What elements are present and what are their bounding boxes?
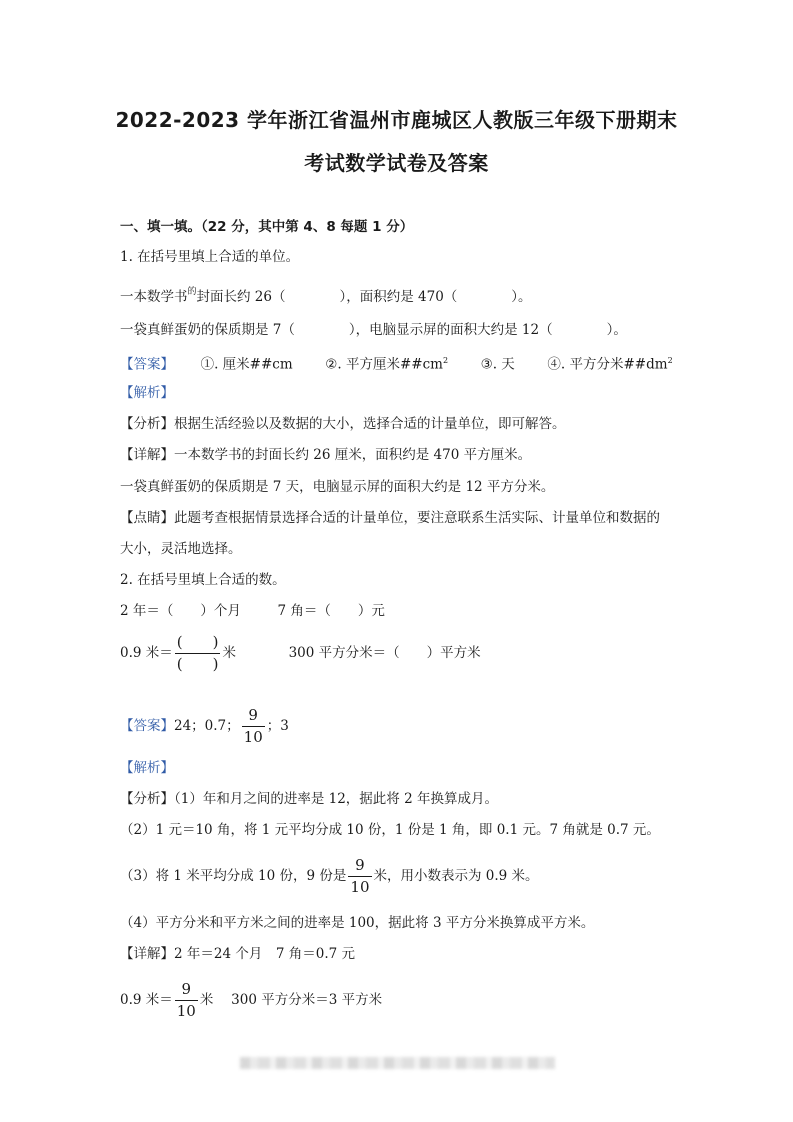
blank-fraction-denominator: ( ) [176, 655, 219, 673]
answer-1: ①. 厘米##cm [200, 356, 293, 373]
answer-fraction [242, 707, 265, 746]
q2-answer-part-b: ；3 [266, 718, 289, 734]
q2-answer-part-a: 24；0.7； [174, 718, 240, 734]
q1-xiangjie-line-2: 一袋真鲜蛋奶的保质期是 7 天，电脑显示屏的面积大约是 12 平方分米。 [120, 479, 555, 495]
q1-analysis-label: 【解析】 [120, 385, 174, 401]
question-2-line-2 [120, 634, 481, 673]
q1-line1-part-a: 一本数学书 [120, 289, 188, 305]
q2-fenxi-1-text: （1）年和月之间的进率是 12，据此将 2 年换算成月。 [174, 791, 498, 807]
q1-fenxi-label: 【分析】 [120, 416, 174, 432]
q2-fenxi-1 [120, 789, 498, 809]
q2-line2-part-a: 0.9 米＝ [120, 645, 173, 661]
question-1-line-2: 一袋真鲜蛋奶的保质期是 7（ ），电脑显示屏的面积大约是 12（ ）。 [120, 322, 627, 338]
q1-fenxi-text: 根据生活经验以及数据的大小，选择合适的计量单位，即可解答。 [174, 416, 566, 432]
q1-xiangjie-text: 一本数学书的封面长约 26 厘米，面积约是 470 平方厘米。 [174, 447, 532, 463]
q2-fenxi-3-part-a: （3）将 1 米平均分成 10 份，9 份是 [120, 868, 347, 884]
q2-xiangjie-2-part-a: 0.9 米＝ [120, 992, 173, 1008]
blank-fraction-numerator: ( ) [176, 633, 219, 651]
document-title-line-2: 考试数学试卷及答案 [304, 151, 489, 175]
fraction-bar [348, 876, 371, 877]
fraction-bar [242, 726, 265, 727]
q2-fenxi-2: （2）1 元＝10 角，将 1 元平均分成 10 份，1 份是 1 角，即 0.1 元。7 角就是 0.7 元。 [120, 822, 660, 838]
q1-dianjing-label: 【点睛】 [120, 510, 174, 526]
question-1-answer [120, 351, 673, 375]
blank-fraction [175, 634, 221, 673]
question-2-answer [120, 707, 289, 746]
q2-xiangjie-2 [120, 981, 382, 1020]
question-2-line-1 [120, 601, 385, 621]
question-1-stem: 1. 在括号里填上合适的单位。 [120, 249, 300, 265]
fenxi-fraction [348, 857, 371, 896]
fraction-bar [175, 1000, 198, 1001]
xiangjie-fraction-numerator: 9 [181, 980, 192, 998]
answer-4: ④. 平方分米##dm [547, 356, 668, 373]
xiangjie-fraction-denominator: 10 [176, 1002, 196, 1020]
section-heading: 一、填一填。（22 分，其中第 4、8 每题 1 分） [120, 219, 414, 235]
answer-label: 【答案】 [120, 356, 174, 373]
q1-fenxi [120, 414, 566, 434]
answer-fraction-numerator: 9 [248, 706, 258, 724]
document-title-line-1: 2022-2023 学年浙江省温州市鹿城区人教版三年级下册期末 [115, 108, 678, 132]
q1-dianjing-line-2: 大小，灵活地选择。 [120, 541, 242, 557]
fenxi-fraction-numerator: 9 [355, 856, 365, 874]
fenxi-fraction-denominator: 10 [350, 878, 370, 896]
q1-dianjing [120, 508, 660, 528]
q2-xiangjie-1-text: 2 年＝24 个月 7 角＝0.7 元 [174, 946, 355, 962]
q2-xiangjie-2-part-b: 米 300 平方分米＝3 平方米 [199, 992, 383, 1008]
q1-line1-part-b: 封面长约 26（ ），面积约是 470（ ）。 [196, 289, 532, 305]
q1-xiangjie-label: 【详解】 [120, 447, 174, 463]
answer-3: ③. 天 [480, 356, 515, 373]
q2-xiangjie-label: 【详解】 [120, 946, 174, 962]
blurred-footer-watermark [240, 1057, 555, 1069]
answer-2-superscript: 2 [442, 356, 449, 365]
q2-analysis-label: 【解析】 [120, 760, 174, 776]
q2-fenxi-label: 【分析】 [120, 791, 174, 807]
q2-answer-label: 【答案】 [120, 718, 174, 734]
q2-line2-part-c: 300 平方分米＝（ ）平方米 [288, 645, 481, 661]
question-1-line-1 [120, 287, 532, 309]
q1-dianjing-text: 此题考查根据情景选择合适的计量单位，要注意联系生活实际、计量单位和数据的 [174, 510, 660, 526]
q2-fenxi-3 [120, 857, 539, 896]
q2-line1-part-b: 7 角＝（ ）元 [277, 603, 385, 619]
q2-line2-part-b: 米 [222, 645, 236, 661]
fraction-bar [175, 653, 221, 654]
q1-line1-superscript: 的 [187, 287, 197, 297]
q1-xiangjie [120, 445, 531, 465]
answer-2: ②. 平方厘米##cm [325, 356, 443, 373]
q2-fenxi-4: （4）平方分米和平方米之间的进率是 100，据此将 3 平方分米换算成平方米。 [120, 915, 595, 931]
q2-line1-part-a: 2 年＝（ ）个月 [120, 603, 241, 619]
answer-fraction-denominator: 10 [243, 728, 263, 746]
q2-fenxi-3-part-b: 米，用小数表示为 0.9 米。 [373, 868, 539, 884]
question-2-stem: 2. 在括号里填上合适的数。 [120, 572, 286, 588]
xiangjie-fraction [175, 981, 198, 1020]
q2-xiangjie-1 [120, 944, 355, 964]
answer-4-superscript: 2 [667, 356, 673, 365]
